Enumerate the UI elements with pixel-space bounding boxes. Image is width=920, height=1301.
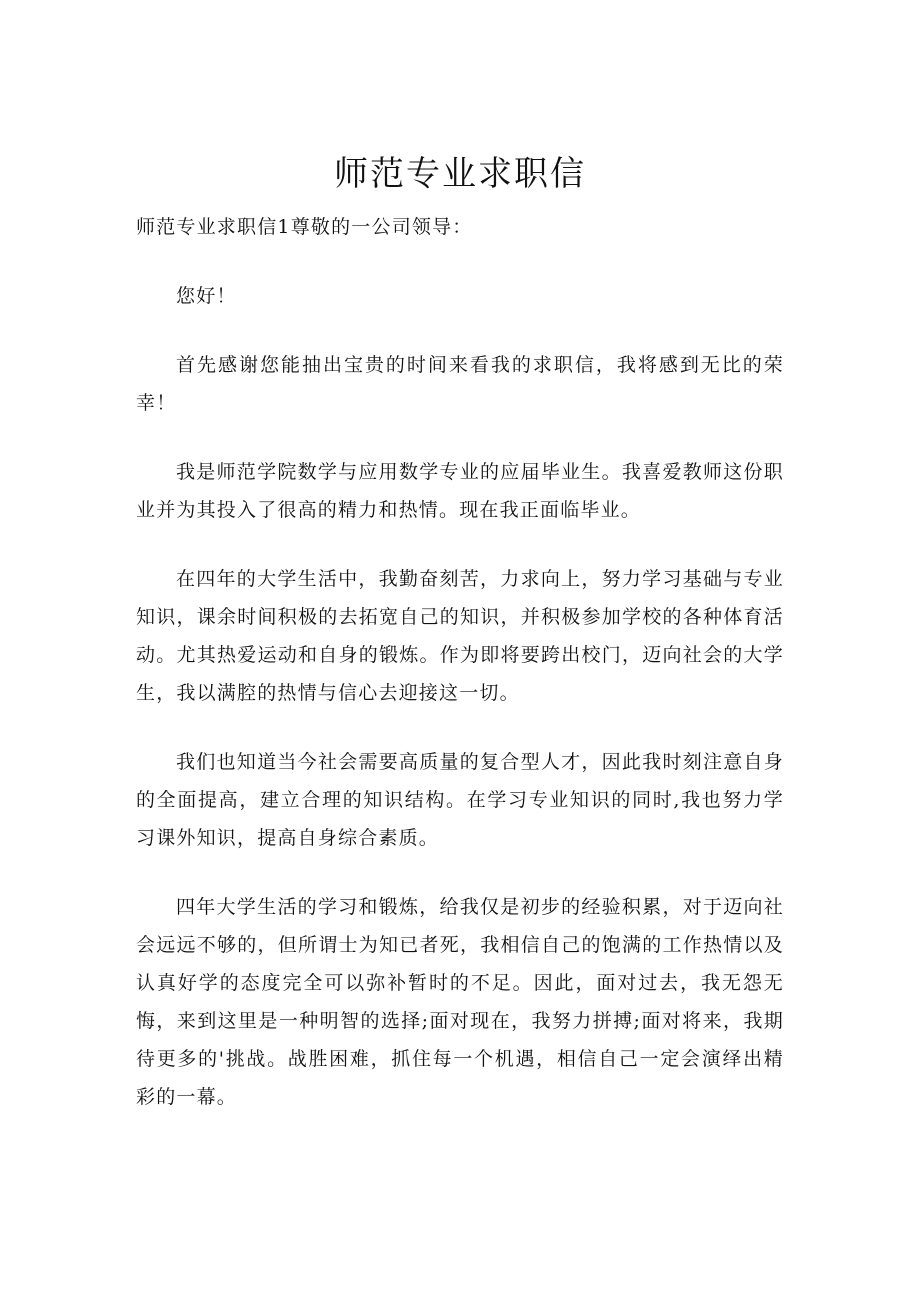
paragraph-greeting: 您好！ [176, 285, 237, 307]
paragraph-thanks: 首先感谢您能抽出宝贵的时间来看我的求职信，我将感到无比的荣幸！ [136, 354, 784, 414]
paragraph-introduction: 我是师范学院数学与应用数学专业的应届毕业生。我喜爱教师这份职业并为其投入了很高的精力和热情。现在我正面临毕业。 [136, 461, 784, 521]
paragraph-university-life: 在四年的大学生活中，我勤奋刻苦，力求向上，努力学习基础与专业知识，课余时间积极的去拓宽自己的知识，并积极参加学校的各种体育活动。尤其热爱运动和自身的锻炼。作为即将要跨出校门，迈向社会的大学生，我以满腔的热情与信心去迎接这一切。 [136, 568, 784, 704]
paragraph-conclusion: 四年大学生活的学习和锻炼，给我仅是初步的经验积累，对于迈向社会远远不够的，但所谓士为知已者死，我相信自己的饱满的工作热情以及认真好学的态度完全可以弥补暂时的不足。因此，面对过去，我无怨无悔，来到这里是一种明智的选择;面对现在，我努力拼搏;面对将来，我期待更多的'挑战。战胜困难，抓住每一个机遇，相信自己一定会演绎出精彩的一幕。 [136, 896, 784, 1108]
document-body [136, 208, 784, 1147]
opening-line: 师范专业求职信1尊敬的一公司领导： [136, 216, 473, 238]
document-title: 师范专业求职信 [334, 154, 586, 194]
paragraph-knowledge: 我们也知道当今社会需要高质量的复合型人才，因此我时刻注意自身的全面提高，建立合理的知识结构。在学习专业知识的同时,我也努力学习课外知识，提高自身综合素质。 [136, 751, 784, 849]
